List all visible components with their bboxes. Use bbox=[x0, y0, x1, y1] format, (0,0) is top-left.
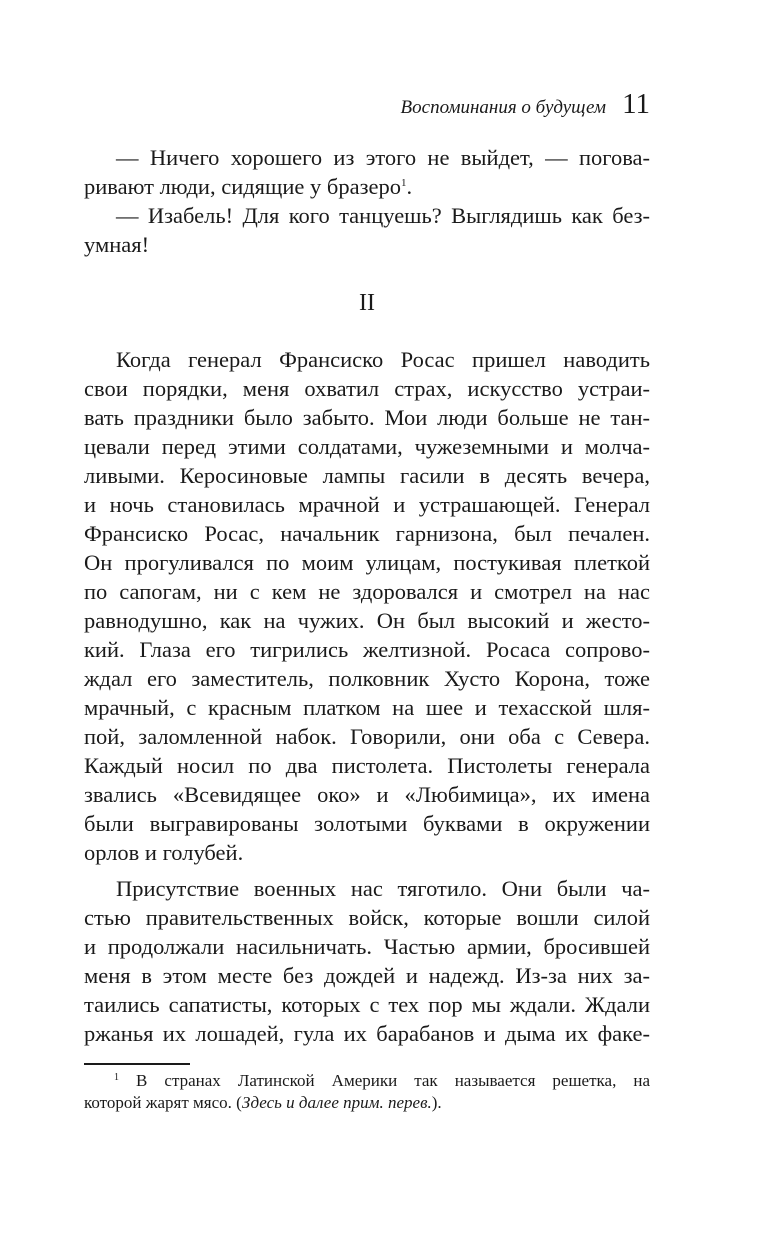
text-line: ждал его заместитель, полковник Хусто Корона, тоже bbox=[84, 666, 650, 691]
text-line-content: ривают люди, сидящие у бразеро bbox=[84, 174, 401, 199]
dialogue-block bbox=[84, 143, 650, 259]
footnote-divider bbox=[84, 1063, 190, 1065]
page-number: 11 bbox=[622, 88, 650, 120]
text-line: и продолжали насильничать. Частью армии, бросившей bbox=[84, 934, 650, 959]
text-line: Когда генерал Франсиско Росас пришел наводить bbox=[116, 347, 650, 372]
text-line: — Изабель! Для кого танцуешь? Выглядишь как без- bbox=[116, 203, 650, 228]
footnote bbox=[84, 1070, 650, 1114]
text-line: были выгравированы золотыми буквами в окружении bbox=[84, 811, 650, 836]
text-line: таились сапатисты, которых с тех пор мы ждали. Ждали bbox=[84, 992, 650, 1017]
text-line: вать праздники было забыто. Мои люди больше не тан- bbox=[84, 405, 650, 430]
text-line: мрачный, с красным платком на шее и техасской шля- bbox=[84, 695, 650, 720]
footnote-text: В странах Латинской Америки так называется решетка, на bbox=[136, 1071, 651, 1090]
paragraph-1 bbox=[84, 345, 650, 867]
section-heading: II bbox=[359, 290, 375, 316]
text-line: ржанья их лошадей, гула их барабанов и дыма их факе- bbox=[84, 1021, 650, 1046]
footnote-line bbox=[84, 1070, 650, 1092]
text-line: равнодушно, как на чужих. Он был высокий и жесто- bbox=[84, 608, 650, 633]
footnote-text: ). bbox=[431, 1093, 442, 1112]
footnote-text: которой жарят мясо. ( bbox=[84, 1093, 242, 1112]
running-title: Воспоминания о будущем bbox=[400, 97, 607, 118]
text-line: орлов и голубей. bbox=[84, 840, 244, 865]
text-line: свои порядки, меня охватил страх, искусство устраи- bbox=[84, 376, 650, 401]
text-line: Каждый носил по два пистолета. Пистолеты генерала bbox=[84, 753, 650, 778]
text-line: Франсиско Росас, начальник гарнизона, был печален. bbox=[84, 521, 650, 546]
text-line: Присутствие военных нас тяготило. Они были ча- bbox=[116, 876, 650, 901]
text-line: Он прогуливался по моим улицам, постукивая плеткой bbox=[84, 550, 650, 575]
footnote-line bbox=[84, 1092, 650, 1114]
text-line: по сапогам, ни с кем не здоровался и смотрел на нас bbox=[84, 579, 650, 604]
text-line: ривают люди, сидящие у бразеро$^1$. bbox=[84, 174, 413, 199]
text-line: меня в этом месте без дождей и надежд. Из-за них за- bbox=[84, 963, 650, 988]
paragraph-2 bbox=[84, 874, 650, 1048]
footnote-italic-note: Здесь и далее прим. перев. bbox=[241, 1093, 432, 1112]
text-line: ливыми. Керосиновые лампы гасили в десять вечера, bbox=[84, 463, 650, 488]
text-line: умная! bbox=[84, 232, 150, 257]
text-line: цевали перед этими солдатами, чужеземными и молча- bbox=[84, 434, 650, 459]
text-line: пой, заломленной набок. Говорили, они оба с Севера. bbox=[84, 724, 650, 749]
running-header bbox=[84, 88, 650, 121]
text-line: звались «Всевидящее око» и «Любимица», их имена bbox=[84, 782, 650, 807]
text-line: и ночь становилась мрачной и устрашающей. Генерал bbox=[84, 492, 650, 517]
text-line: кий. Глаза его тигрились желтизной. Росаса сопрово- bbox=[84, 637, 650, 662]
footnote-reference: 1 bbox=[400, 177, 407, 189]
text-line: стью правительственных войск, которые вошли силой bbox=[84, 905, 650, 930]
footnote-marker: 1 bbox=[114, 1072, 119, 1083]
text-line: — Ничего хорошего из этого не выйдет, — погова- bbox=[116, 145, 650, 170]
